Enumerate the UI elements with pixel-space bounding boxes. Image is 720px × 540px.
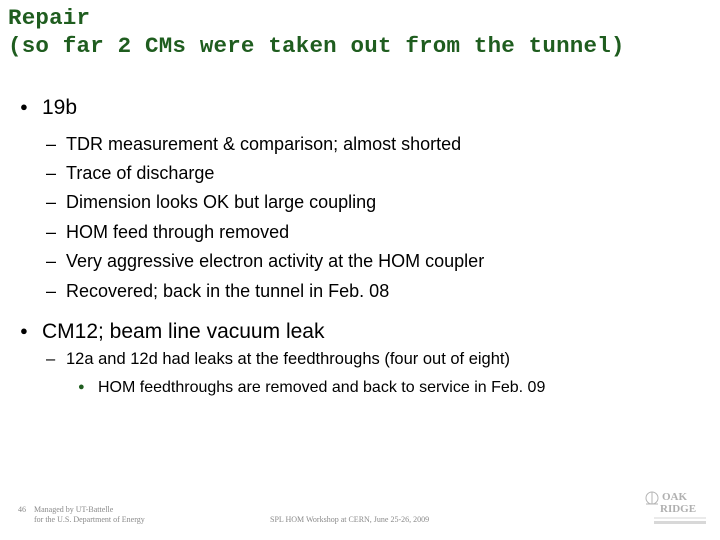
svg-text:RIDGE: RIDGE bbox=[660, 503, 697, 515]
list-item-text: Trace of discharge bbox=[66, 163, 215, 183]
section-19b-label: 19b bbox=[42, 96, 78, 119]
section-19b-heading bbox=[20, 94, 77, 121]
section-cm12-heading bbox=[20, 318, 324, 345]
list-item-text: HOM feedthroughs are removed and back to service in Feb. 09 bbox=[98, 379, 546, 396]
list-item bbox=[46, 191, 376, 213]
bullet-icon: ● bbox=[20, 323, 28, 338]
bullet-icon: ● bbox=[78, 381, 85, 393]
oak-ridge-logo-icon bbox=[640, 488, 710, 528]
list-item bbox=[46, 162, 214, 184]
dash-icon: – bbox=[46, 192, 57, 212]
list-item bbox=[46, 133, 461, 155]
dash-icon: – bbox=[46, 350, 56, 368]
title-line-1: Repair bbox=[8, 5, 91, 31]
list-item-text: Recovered; back in the tunnel in Feb. 08 bbox=[66, 281, 390, 301]
slide-title bbox=[8, 4, 708, 60]
bullet-icon: ● bbox=[20, 99, 28, 114]
footer-managed-line-2: for the U.S. Department of Energy bbox=[34, 515, 145, 524]
list-item-text: Very aggressive electron activity at the HOM coupler bbox=[66, 251, 485, 271]
list-item-text: TDR measurement & comparison; almost shorted bbox=[66, 134, 462, 154]
footer-managed-line-1: Managed by UT-Battelle bbox=[34, 505, 114, 514]
dash-icon: – bbox=[46, 251, 57, 271]
section-cm12-label: CM12; beam line vacuum leak bbox=[42, 320, 325, 343]
list-item bbox=[46, 280, 389, 302]
dash-icon: – bbox=[46, 134, 57, 154]
svg-text:OAK: OAK bbox=[662, 491, 688, 503]
list-item bbox=[46, 221, 289, 243]
list-item bbox=[46, 349, 510, 369]
page-number: 46 bbox=[18, 505, 26, 514]
dash-icon: – bbox=[46, 281, 57, 301]
list-item bbox=[78, 377, 545, 398]
dash-icon: – bbox=[46, 222, 57, 242]
list-item-text: HOM feed through removed bbox=[66, 222, 290, 242]
list-item bbox=[46, 250, 484, 272]
title-line-2: (so far 2 CMs were taken out from the tunnel) bbox=[8, 33, 625, 59]
footer-workshop: SPL HOM Workshop at CERN, June 25-26, 2009 bbox=[270, 515, 430, 524]
footer-managed-by bbox=[34, 505, 145, 525]
list-item-text: Dimension looks OK but large coupling bbox=[66, 192, 377, 212]
list-item-text: 12a and 12d had leaks at the feedthroughs (four out of eight) bbox=[66, 350, 510, 368]
dash-icon: – bbox=[46, 163, 57, 183]
